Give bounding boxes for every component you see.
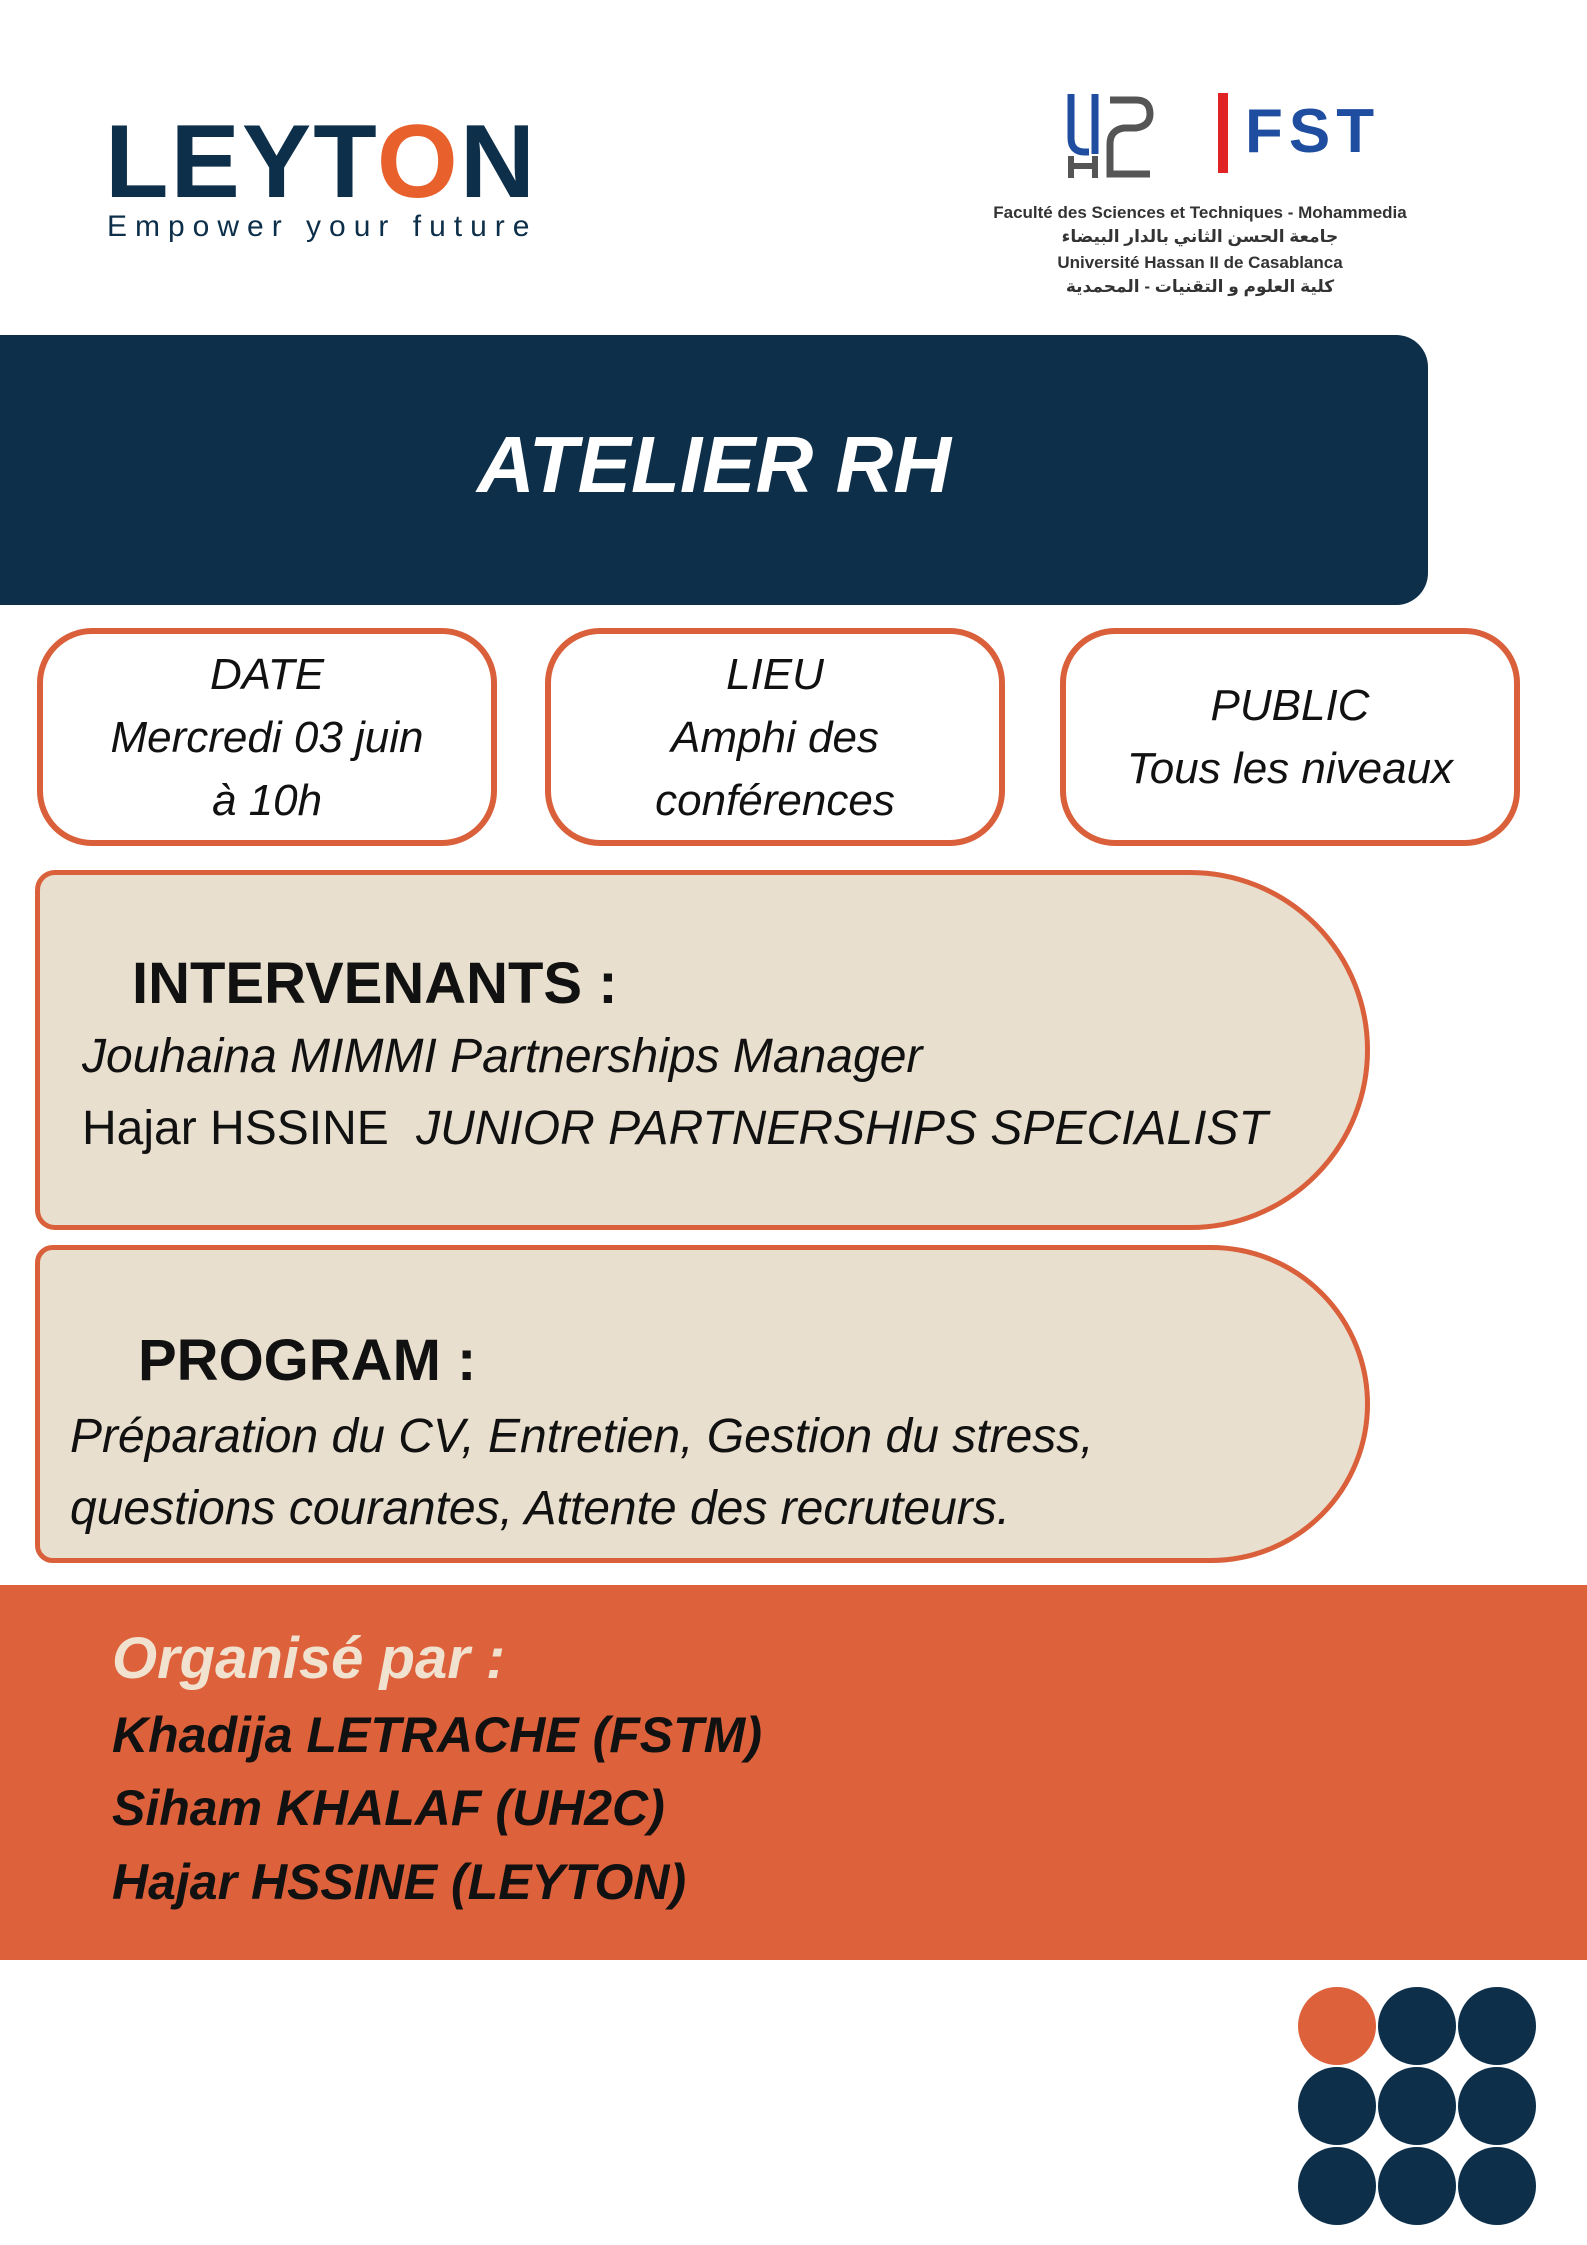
date-value: Mercredi 03 juin <box>110 712 424 762</box>
leyton-logo <box>105 104 545 250</box>
location-value-line-2: conférences <box>655 775 895 825</box>
university-name-arabic: جامعة الحسن الثاني بالدار البيضاء <box>1061 227 1339 246</box>
organizers-heading: Organisé par : <box>112 1626 506 1691</box>
leyton-name-o: O <box>376 104 460 220</box>
decorative-dot <box>1298 2067 1376 2145</box>
decorative-dot <box>1458 2147 1536 2225</box>
title-banner <box>0 335 1428 605</box>
decorative-dot <box>1378 2067 1456 2145</box>
organizer-2: Siham KHALAF (UH2C) <box>112 1780 665 1836</box>
location-label: LIEU <box>726 649 824 699</box>
speaker-2 <box>82 1102 1268 1155</box>
organizers-band <box>0 1585 1587 1960</box>
time-value: à 10h <box>211 775 323 825</box>
speakers-heading: INTERVENANTS : <box>132 951 618 1016</box>
leyton-wordmark <box>105 104 537 220</box>
page-title: ATELIER RH <box>476 420 952 509</box>
location-box <box>545 628 1005 846</box>
audience-value: Tous les niveaux <box>1126 744 1454 793</box>
audience-label: PUBLIC <box>1210 681 1370 730</box>
fst-logo-bar <box>1218 93 1228 173</box>
audience-box <box>1060 628 1520 846</box>
leyton-name-right: N <box>459 104 537 220</box>
location-value-line-1: Amphi des <box>671 712 879 762</box>
faculty-name-arabic: كلية العلوم و التقنيات - المحمدية <box>1065 277 1335 296</box>
leyton-name-left: LEYT <box>105 104 377 220</box>
program-line-2: questions courantes, Attente des recruteurs. <box>70 1482 1011 1535</box>
university-name: Université Hassan II de Casablanca <box>1057 253 1343 272</box>
speakers-panel <box>35 870 1370 1230</box>
speaker-2-name: Hajar HSSINE <box>82 1102 389 1155</box>
date-box <box>37 628 497 846</box>
speaker-2-role: JUNIOR PARTNERSHIPS SPECIALIST <box>416 1102 1268 1155</box>
decorative-dot <box>1378 2147 1456 2225</box>
decorative-dot <box>1458 2067 1536 2145</box>
decorative-dots <box>1298 1987 1538 2227</box>
program-heading: PROGRAM : <box>138 1328 477 1393</box>
program-line-1: Préparation du CV, Entretien, Gestion du stress, <box>70 1410 1094 1463</box>
faculty-name: Faculté des Sciences et Techniques - Mohammedia <box>993 203 1407 222</box>
fst-logo <box>960 85 1440 305</box>
organizer-1: Khadija LETRACHE (FSTM) <box>112 1707 762 1763</box>
date-label: DATE <box>209 649 325 699</box>
decorative-dot <box>1378 1987 1456 2065</box>
program-panel <box>35 1245 1370 1563</box>
leyton-tagline: Empower your future <box>107 210 538 243</box>
fst-wordmark: FST <box>1245 97 1381 166</box>
speaker-1: Jouhaina MIMMI Partnerships Manager <box>82 1030 923 1083</box>
uh2c-emblem-icon <box>1065 90 1155 180</box>
decorative-dot <box>1298 2147 1376 2225</box>
decorative-dot <box>1298 1987 1376 2065</box>
organizer-3: Hajar HSSINE (LEYTON) <box>112 1854 687 1910</box>
decorative-dot <box>1458 1987 1536 2065</box>
